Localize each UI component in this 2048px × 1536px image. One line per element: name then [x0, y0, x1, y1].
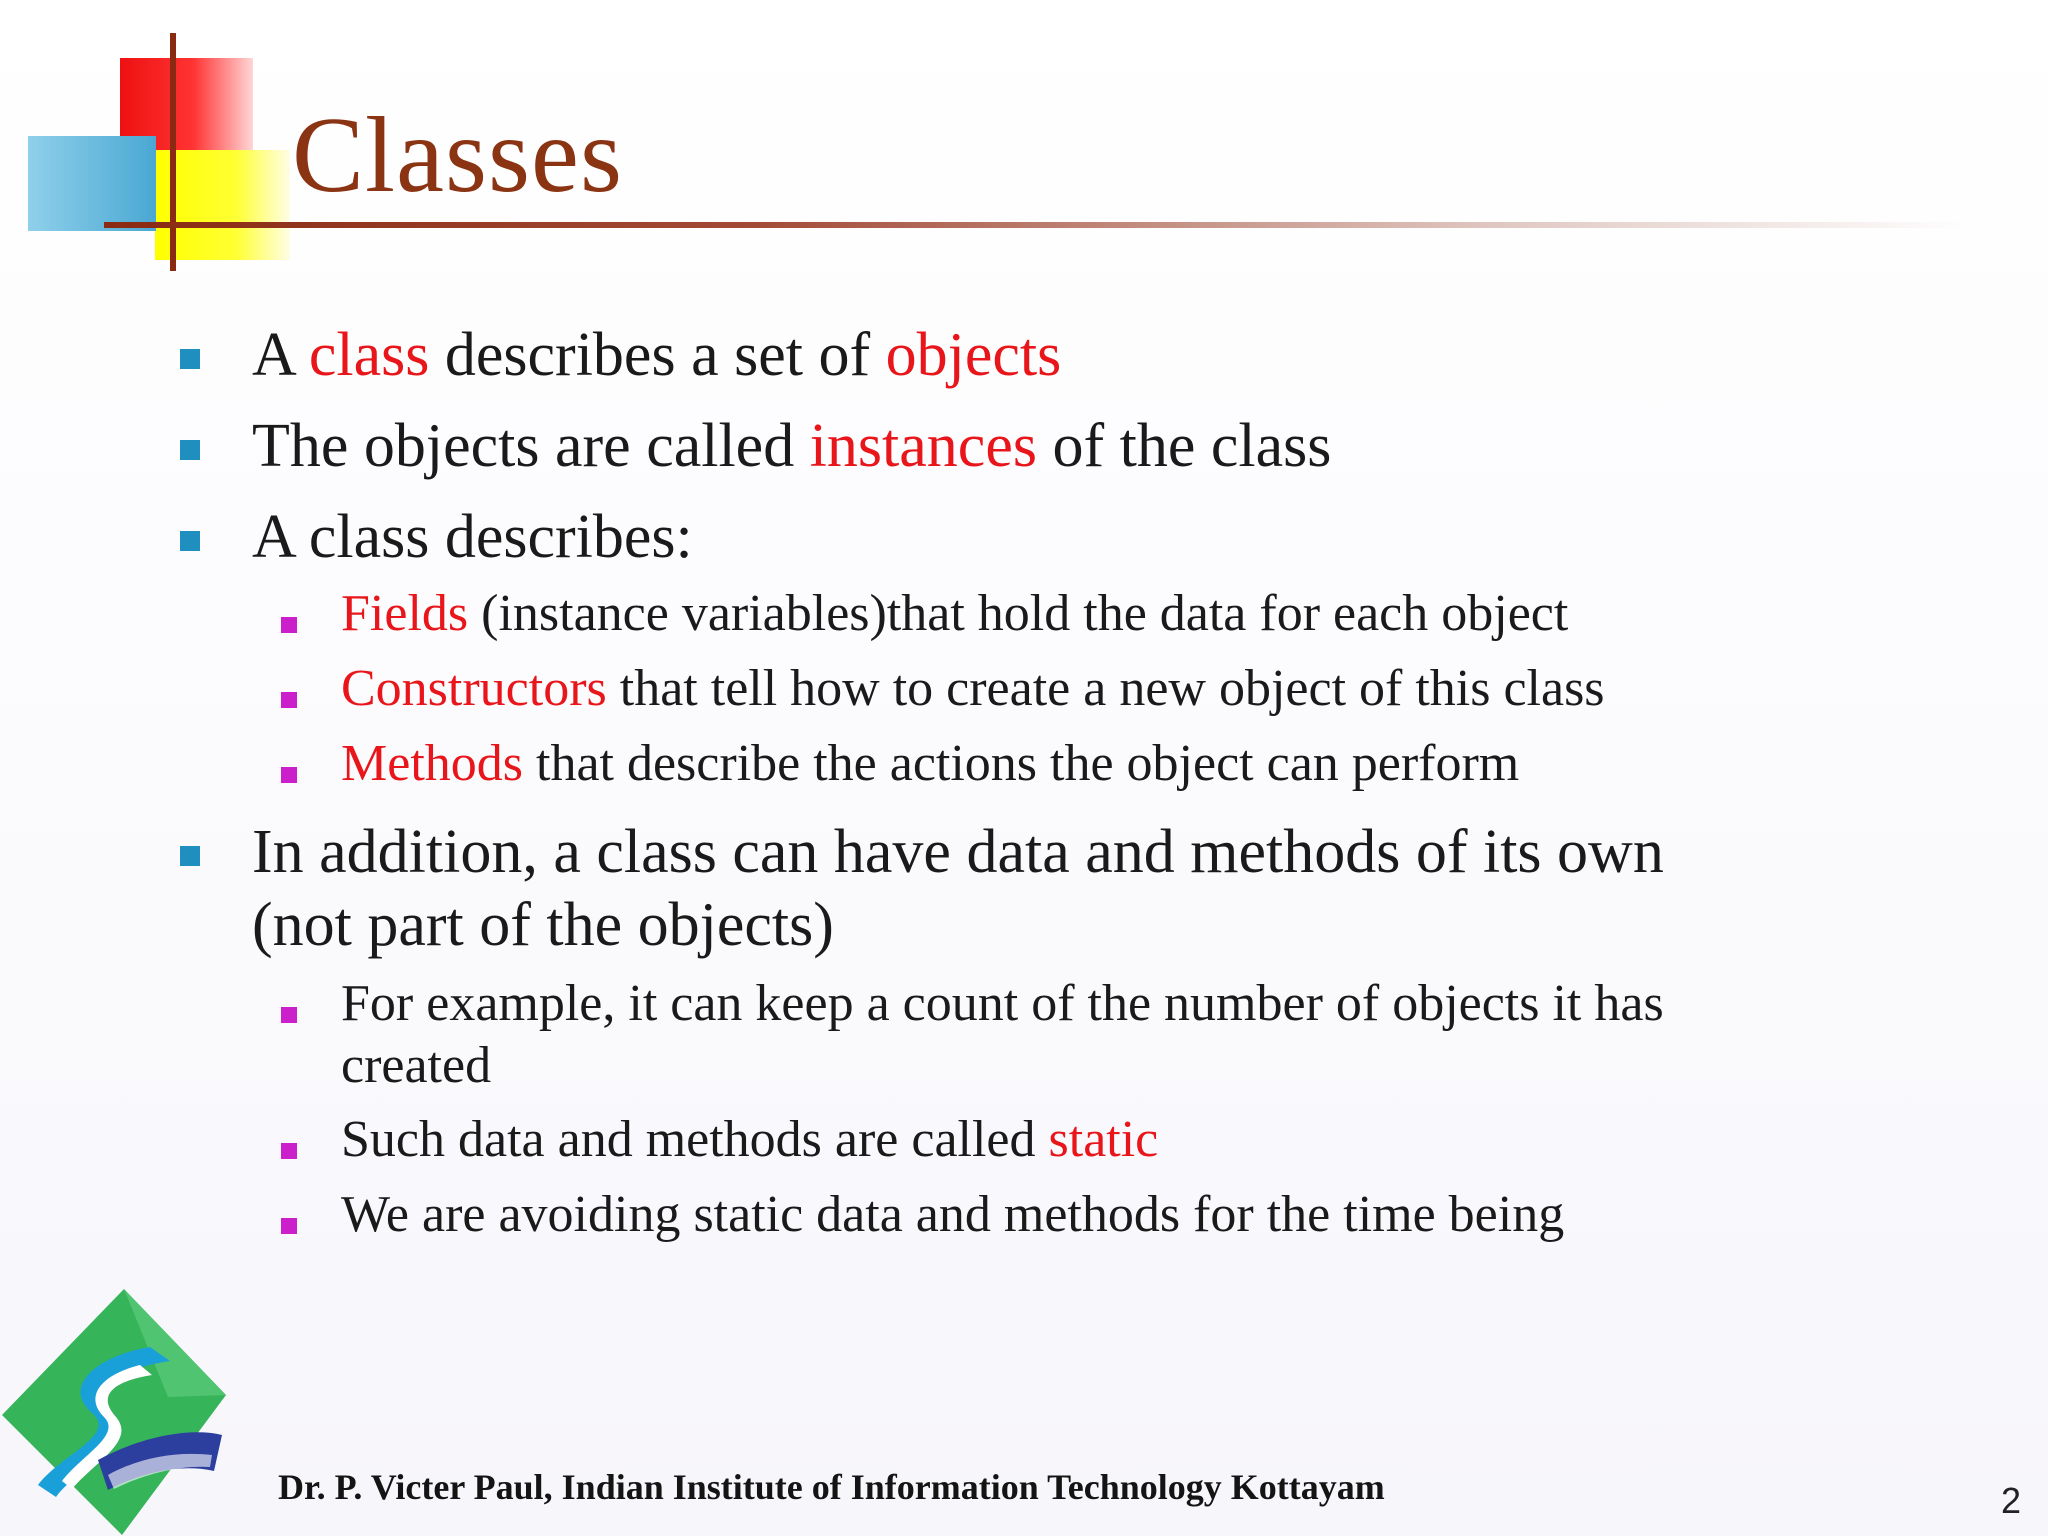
- bullet-keyword: instances: [809, 412, 1037, 480]
- sub-bullet-marker: [281, 1218, 297, 1234]
- bullet-text-segment: of the class: [1036, 412, 1332, 480]
- bullet-in-addition-line2: [252, 888, 834, 962]
- bullet-marker: [180, 440, 200, 460]
- bullet-keyword: static: [1048, 1111, 1159, 1168]
- sub-bullet-marker: [281, 1143, 297, 1159]
- sub-bullet-example-line2: [341, 1036, 491, 1096]
- footer-author: Dr. P. Victer Paul, Indian Institute of Information Technology Kottayam: [278, 1467, 1385, 1507]
- bullet-text-segment: that describe the actions the object can perform: [523, 735, 1520, 792]
- slide-title: Classes: [292, 96, 623, 215]
- title-underline: [104, 222, 1964, 228]
- bullet-marker: [180, 846, 200, 866]
- sub-bullet-constructors: [341, 659, 1605, 719]
- bullet-text-segment: A: [252, 321, 309, 389]
- bullet-keyword: Constructors: [341, 660, 607, 717]
- bullet-text-segment: The objects are called: [252, 412, 810, 480]
- bullet-text-segment: that tell how to create a new object of this class: [606, 660, 1605, 717]
- sub-bullet-example-line1: [341, 974, 1664, 1034]
- sub-bullet-avoiding-static: [341, 1185, 1564, 1245]
- sub-bullet-static: [341, 1110, 1158, 1170]
- sub-bullet-marker: [281, 692, 297, 708]
- bullet-text-segment: Such data and methods are called: [341, 1111, 1049, 1168]
- bullet-class-describes: [252, 500, 693, 574]
- bullet-text-segment: (instance variables)that hold the data for each object: [468, 585, 1569, 642]
- bullet-text-segment: (not part of the objects): [252, 891, 834, 959]
- title-decoration-vertical-line: [170, 33, 176, 271]
- sub-bullet-fields: [341, 584, 1568, 644]
- sub-bullet-marker: [281, 1007, 297, 1023]
- bullet-text-segment: For example, it can keep a count of the number of objects it has: [341, 975, 1664, 1032]
- bullet-marker: [180, 349, 200, 369]
- bullet-class-describes-objects: [252, 318, 1061, 392]
- bullet-text-segment: describes a set of: [429, 321, 886, 389]
- bullet-text-segment: We are avoiding static data and methods for the time being: [341, 1186, 1565, 1243]
- sub-bullet-methods: [341, 734, 1519, 794]
- sub-bullet-marker: [281, 767, 297, 783]
- iiit-kottayam-logo-icon: [0, 1285, 230, 1536]
- bullet-text-segment: A class describes:: [252, 503, 693, 571]
- title-decoration-blue: [28, 136, 156, 231]
- page-number: 2: [2001, 1480, 2022, 1521]
- bullet-in-addition-line1: [252, 815, 1664, 889]
- bullet-text-segment: created: [341, 1037, 492, 1094]
- bullet-keyword: objects: [885, 321, 1062, 389]
- bullet-keyword: Methods: [341, 735, 523, 792]
- bullet-instances: [252, 409, 1331, 483]
- sub-bullet-marker: [281, 617, 297, 633]
- bullet-keyword: class: [308, 321, 430, 389]
- bullet-marker: [180, 531, 200, 551]
- bullet-keyword: Fields: [341, 585, 469, 642]
- bullet-text-segment: In addition, a class can have data and methods of its own: [252, 818, 1664, 886]
